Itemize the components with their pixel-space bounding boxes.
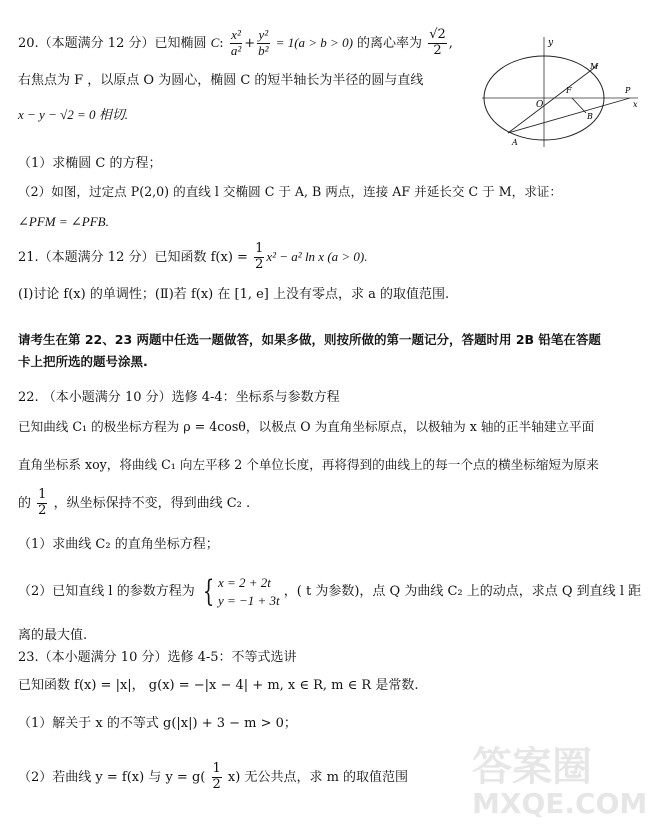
q23-part2-pre: （2）若曲线 y = f(x) 与 y = g( (18, 769, 206, 785)
q23-frac (212, 762, 222, 793)
q22-part2 (18, 574, 641, 609)
line-fb (572, 98, 586, 113)
q22-line3-pre: 的 (18, 495, 32, 511)
q20-c-var: C (210, 34, 220, 50)
label-m: M (590, 62, 599, 71)
q21-head: 21.（本题满分 12 分）已知函数 f(x) = (18, 249, 248, 265)
q20-y-den: b² (258, 42, 269, 58)
q22-sys2: y = −1 + 3t (217, 592, 280, 608)
q22-line2: 直角坐标系 xoy，将曲线 C₁ 向左平移 2 个单位长度，再将得到的曲线上的每一个点的横坐标缩短为原来 (18, 457, 599, 472)
q21-line1 (18, 242, 368, 273)
label-b: B (587, 112, 593, 121)
q20-part1: （1）求椭圆 C 的方程； (18, 156, 162, 171)
q20-line1: 20.（本题满分 12 分）已知椭圆 C: $\frac{\text{x²}}{\text{a²}}$ + $\frac{\text{y²}}{\text{b²}}$ = 1(a > b > 0) 的离心率为 $\frac{√2}{2}$ , (18, 27, 453, 58)
q23-part2-post: x) 无公共点，求 m 的取值范围 (227, 769, 409, 785)
watermark-line1: 答案圈 (472, 744, 592, 790)
q22-line3-post: ，纵坐标保持不变，得到曲线 C₂ . (53, 495, 251, 511)
q22-part2-post: ，( t 为参数)，点 Q 为曲线 C₂ 上的动点，求点 Q 到直线 l 距 (283, 584, 642, 600)
q22-sys1: x = 2 + 2t (217, 575, 271, 590)
q20-line3: x − y − √2 = 0 相切. (18, 107, 128, 122)
watermark-logo (472, 735, 648, 823)
notice-line1: 请考生在第 22、23 两题中任选一题做答，如果多做，则按所做的第一题记分，答题时用 2B 铅笔在答题 (18, 332, 601, 347)
q20-ecc-num: √2 (429, 27, 446, 42)
q21-frac-den: 2 (255, 256, 264, 272)
q20-frac-x (230, 28, 242, 59)
q20-eq-rhs: = 1(a > b > 0) (275, 34, 353, 50)
q22-system (218, 574, 280, 609)
label-f: F (566, 86, 572, 95)
q20-part2b: ∠PFM = ∠PFB. (18, 214, 109, 229)
q21-tail: x² − a² ln x (a > 0). (266, 248, 368, 264)
q22-part1: （1）求曲线 C₂ 的直角坐标方程； (18, 537, 219, 552)
q22-line3 (18, 488, 250, 519)
line-ab (508, 98, 630, 133)
q23-frac-den: 2 (212, 776, 221, 792)
q20-ecc-text: 的离心率为 (357, 35, 423, 51)
q23-frac-num: 1 (212, 761, 221, 776)
q20-head: 20.（本题满分 12 分）已知椭圆 (18, 35, 207, 51)
q20-ecc-den: 2 (433, 42, 442, 58)
q23-part2 (18, 762, 408, 793)
q22-frac-den: 2 (38, 502, 47, 518)
q23-head: 23.（本小题满分 10 分）选修 4-5：不等式选讲 (18, 650, 297, 665)
q22-part2-end: 离的最大值. (18, 628, 88, 643)
label-y: y (548, 38, 554, 48)
q20-ecc-frac (428, 28, 447, 59)
line-am (508, 65, 598, 133)
q21-frac (254, 242, 264, 273)
q20-line2: 右焦点为 F ，以原点 O 为圆心，椭圆 C 的短半轴长为半径的圆与直线 (18, 73, 424, 88)
q22-frac (37, 488, 47, 519)
q21-frac-num: 1 (255, 241, 264, 256)
q22-head: 22. （本小题满分 10 分）选修 4-4：坐标系与参数方程 (18, 390, 340, 405)
q22-part2-pre: （2）已知直线 l 的参数方程为 (18, 584, 195, 600)
label-o: O (536, 100, 544, 110)
notice-line2: 卡上把所选的题号涂黑. (18, 354, 148, 369)
watermark-line2: MXQE.COM (472, 787, 648, 820)
q22-brace: { (202, 573, 215, 609)
q21-line2: (Ⅰ)讨论 f(x) 的单调性；(Ⅱ)若 f(x) 在 [1, e] 上没有零点，求 a 的取值范围. (18, 287, 450, 302)
q23-line1: 已知函数 f(x) = |x|， g(x) = −|x − 4| + m, x ∈ R, m ∈ R 是常数. (18, 678, 419, 693)
ellipse-figure (480, 35, 640, 150)
label-a: A (512, 138, 518, 147)
q20-x-num: x² (231, 27, 241, 42)
q20-part2: （2）如图，过定点 P(2,0) 的直线 l 交椭圆 C 于 A, B 两点，连接 AF 并延长交 C 于 M，求证： (18, 184, 562, 199)
q20-x-den: a² (230, 42, 242, 58)
q22-frac-num: 1 (38, 487, 47, 502)
q20-frac-y (257, 28, 269, 59)
q22-line1: 已知曲线 C₁ 的极坐标方程为 ρ = 4cosθ，以极点 O 为直角坐标原点，以极轴为 x 轴的正半轴建立平面 (18, 419, 595, 434)
q20-y-num: y² (258, 27, 269, 42)
label-p: P (625, 86, 631, 95)
q23-part1: （1）解关于 x 的不等式 g(|x|) + 3 − m > 0； (18, 716, 297, 731)
label-x: x (633, 100, 638, 109)
